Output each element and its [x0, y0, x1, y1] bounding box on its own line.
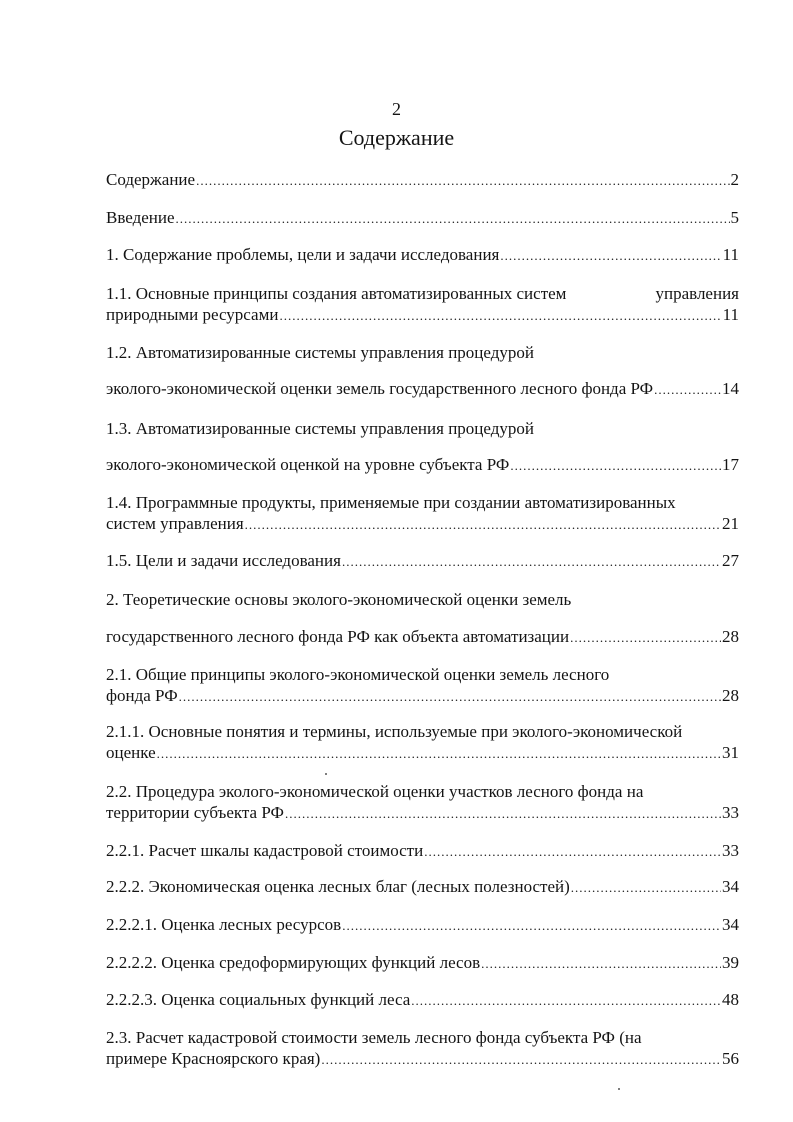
- dot-leader: [279, 308, 721, 324]
- toc-entry-page: 11: [722, 245, 739, 264]
- toc-entry-page: 17: [722, 455, 739, 474]
- dot-leader: [500, 248, 721, 264]
- toc-entry-first-line: 1.3. Автоматизированные системы управления процедурой: [106, 419, 534, 438]
- toc-entry-page: 28: [722, 627, 739, 646]
- toc-entry-title: эколого-экономической оценкой на уровне субъекта РФ: [106, 455, 510, 474]
- toc-entry-page: 21: [722, 514, 739, 533]
- dot-leader: [424, 844, 721, 860]
- toc-entry: [106, 915, 739, 935]
- toc-entry: [106, 1049, 739, 1069]
- toc-entry-title: оценке: [106, 743, 156, 762]
- toc-entry-page: 27: [722, 551, 739, 570]
- dot-leader: [285, 806, 721, 822]
- dot-leader: [176, 211, 730, 227]
- toc-entry-page: 33: [722, 803, 739, 822]
- toc-entry-title: эколого-экономической оценки земель государственного лесного фонда РФ: [106, 379, 654, 398]
- toc-entry: [106, 379, 739, 399]
- toc-entry-first-line: 2.2. Процедура эколого-экономической оценки участков лесного фонда на: [106, 782, 644, 801]
- toc-entry-first-line: 2.1.1. Основные понятия и термины, используемые при эколого-экономической: [106, 722, 683, 741]
- toc-entry-title: 1. Содержание проблемы, цели и задачи исследования: [106, 245, 500, 264]
- toc-entry-page: 39: [722, 953, 739, 972]
- toc-entry: [106, 455, 739, 475]
- toc-entry-first-line: 1.2. Автоматизированные системы управления процедурой: [106, 343, 534, 362]
- toc-entry-title: систем управления: [106, 514, 244, 533]
- toc-entry: [106, 803, 739, 823]
- toc-entry-title: 2.2.1. Расчет шкалы кадастровой стоимости: [106, 841, 424, 860]
- toc-entry: [106, 841, 739, 861]
- toc-entry: [106, 208, 739, 228]
- dot-leader: [196, 173, 729, 189]
- toc-entry-title: природными ресурсами: [106, 305, 279, 324]
- toc-entry-title: 2.2.2.3. Оценка социальных функций леса: [106, 990, 411, 1009]
- toc-entry-title: 1.5. Цели и задачи исследования: [106, 551, 341, 570]
- toc-entry: [106, 627, 739, 647]
- toc-entry-title-part: управления: [655, 284, 739, 303]
- dot-leader: [570, 630, 721, 646]
- toc-entry: [106, 170, 739, 190]
- toc-entry: [106, 551, 739, 571]
- toc-entry-title: государственного лесного фонда РФ как объекта автоматизации: [106, 627, 570, 646]
- toc-entry: [106, 990, 739, 1010]
- toc-entry-title: Введение: [106, 208, 175, 227]
- dot-leader: [510, 458, 721, 474]
- toc-entry-page: 33: [722, 841, 739, 860]
- toc-entry-title: 2.2.2.1. Оценка лесных ресурсов: [106, 915, 342, 934]
- scan-speck: [325, 773, 327, 775]
- toc-entry-page: 2: [730, 170, 739, 189]
- dot-leader: [342, 554, 721, 570]
- toc-entry-title-part: 1.1. Основные принципы создания автоматизированных систем: [106, 284, 567, 303]
- dot-leader: [245, 517, 721, 533]
- toc-entry: [106, 877, 739, 897]
- toc-entry-page: 48: [722, 990, 739, 1009]
- toc-entry: [106, 245, 739, 265]
- toc-entry-page: 11: [722, 305, 739, 324]
- toc-entry-page: 28: [722, 686, 739, 705]
- toc-entry-title: Содержание: [106, 170, 196, 189]
- toc-entry-first-line: 2.3. Расчет кадастровой стоимости земель лесного фонда субъекта РФ (на: [106, 1028, 642, 1047]
- dot-leader: [157, 746, 721, 762]
- toc-entry: [106, 686, 739, 706]
- toc-entry-page: 31: [722, 743, 739, 762]
- toc-entry-page: 5: [730, 208, 739, 227]
- toc-entry-first-line: 1.4. Программные продукты, применяемые при создании автоматизированных: [106, 493, 676, 512]
- toc-entry: [106, 514, 739, 534]
- toc-entry-title: территории субъекта РФ: [106, 803, 284, 822]
- toc-entry: [106, 305, 739, 325]
- toc-entry-first-line: 2.1. Общие принципы эколого-экономической оценки земель лесного: [106, 665, 610, 684]
- toc-entry-title: фонда РФ: [106, 686, 178, 705]
- toc-entry-title: 2.2.2. Экономическая оценка лесных благ (лесных полезностей): [106, 877, 570, 896]
- scan-speck: [618, 1088, 620, 1090]
- dot-leader: [321, 1052, 721, 1068]
- dot-leader: [571, 880, 721, 896]
- toc-entry-title: примере Красноярского края): [106, 1049, 321, 1068]
- toc-entry-page: 14: [722, 379, 739, 398]
- toc-entry: [106, 743, 739, 763]
- dot-leader: [481, 956, 721, 972]
- toc-entry-page: 34: [722, 915, 739, 934]
- toc-entry: [106, 953, 739, 973]
- dot-leader: [342, 918, 721, 934]
- dot-leader: [654, 382, 721, 398]
- page-title: Содержание: [338, 125, 455, 150]
- toc-entry-page: 34: [722, 877, 739, 896]
- dot-leader: [411, 993, 721, 1009]
- page-number: 2: [392, 99, 401, 119]
- toc-entry-first-line: 2. Теоретические основы эколого-экономической оценки земель: [106, 590, 572, 609]
- toc-entry-page: 56: [722, 1049, 739, 1068]
- dot-leader: [179, 689, 721, 705]
- toc-entry-first-line: [106, 284, 739, 304]
- toc-entry-title: 2.2.2.2. Оценка средоформирующих функций лесов: [106, 953, 481, 972]
